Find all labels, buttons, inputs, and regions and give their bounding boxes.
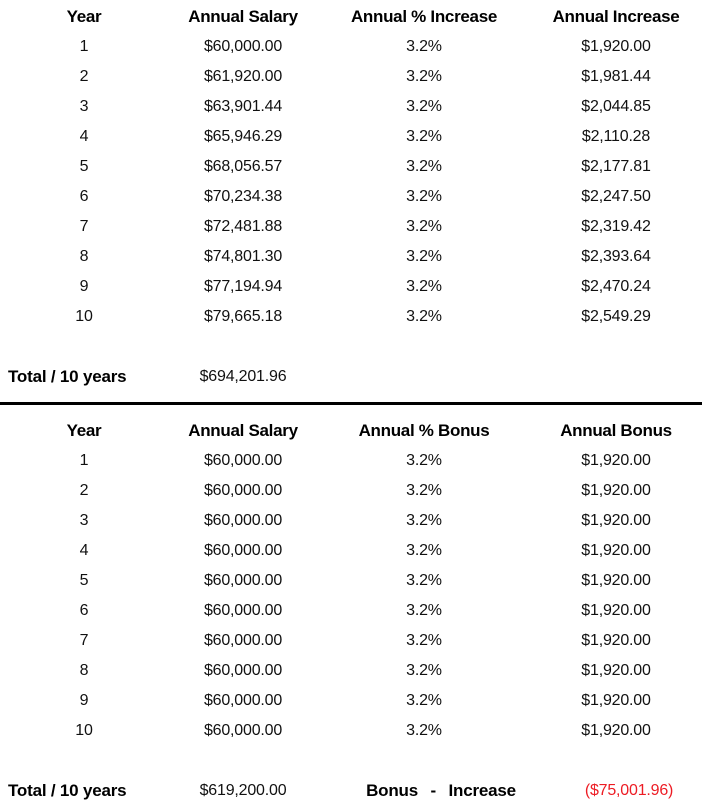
total-salary-value: $619,200.00 [199,782,287,799]
cell-year: 4 [79,128,89,145]
annual-increase-table [0,0,702,392]
cell-annual-percent: 3.2% [406,98,442,115]
spacer [0,746,702,776]
header-annual-increase: Annual Increase [552,7,680,26]
cell-annual-amount: $2,393.64 [581,248,651,265]
cell-year: 6 [79,188,89,205]
cell-annual-percent: 3.2% [406,722,442,739]
cell-annual-percent: 3.2% [406,308,442,325]
cell-annual-percent: 3.2% [406,662,442,679]
header-annual-salary: Annual Salary [188,421,298,440]
table-row [0,536,702,566]
cell-annual-salary: $60,000.00 [203,38,283,55]
cell-annual-amount: $1,920.00 [581,632,651,649]
cell-year: 6 [79,602,89,619]
cell-annual-salary: $60,000.00 [203,482,283,499]
cell-annual-amount: $1,981.44 [581,68,651,85]
table-row [0,122,702,152]
cell-annual-amount: $2,247.50 [581,188,651,205]
table-row [0,92,702,122]
table-row [0,32,702,62]
cell-annual-salary: $60,000.00 [203,602,283,619]
cell-annual-percent: 3.2% [406,278,442,295]
cell-annual-percent: 3.2% [406,632,442,649]
cell-annual-amount: $2,177.81 [581,158,651,175]
header-annual-percent-bonus: Annual % Bonus [358,421,490,440]
cell-annual-percent: 3.2% [406,38,442,55]
table-row [0,242,702,272]
cell-annual-salary: $72,481.88 [203,218,283,235]
cell-annual-amount: $2,319.42 [581,218,651,235]
annual-bonus-total-row [0,776,702,806]
cell-annual-salary: $63,901.44 [203,98,283,115]
table-row [0,686,702,716]
cell-annual-amount: $1,920.00 [581,572,651,589]
annual-bonus-rows [0,446,702,746]
cell-year: 3 [79,512,89,529]
annual-bonus-header-row [0,416,702,446]
cell-year: 1 [79,38,89,55]
header-annual-salary: Annual Salary [188,7,298,26]
table-row [0,62,702,92]
bonus-minus-increase-value: ($75,001.96) [584,782,674,799]
cell-annual-percent: 3.2% [406,158,442,175]
cell-year: 10 [75,722,93,739]
cell-annual-salary: $60,000.00 [203,722,283,739]
table-row [0,656,702,686]
header-year: Year [66,7,102,26]
total-salary-value: $694,201.96 [199,368,287,385]
bonus-minus-increase-label: Bonus - Increase [366,781,516,800]
cell-year: 2 [79,482,89,499]
annual-increase-rows [0,32,702,332]
cell-year: 8 [79,662,89,679]
cell-annual-salary: $70,234.38 [203,188,283,205]
header-annual-percent-increase: Annual % Increase [350,7,498,26]
cell-annual-amount: $1,920.00 [581,512,651,529]
cell-year: 8 [79,248,89,265]
cell-annual-amount: $1,920.00 [581,722,651,739]
annual-increase-header-row [0,2,702,32]
cell-annual-amount: $2,044.85 [581,98,651,115]
cell-annual-amount: $1,920.00 [581,692,651,709]
cell-annual-salary: $60,000.00 [203,692,283,709]
table-row [0,302,702,332]
cell-year: 10 [75,308,93,325]
cell-annual-salary: $74,801.30 [203,248,283,265]
cell-annual-percent: 3.2% [406,188,442,205]
cell-year: 7 [79,218,89,235]
cell-annual-amount: $1,920.00 [581,662,651,679]
cell-annual-amount: $1,920.00 [581,482,651,499]
section-divider [0,402,702,405]
table-row [0,626,702,656]
cell-annual-percent: 3.2% [406,452,442,469]
table-row [0,446,702,476]
cell-annual-salary: $61,920.00 [203,68,283,85]
table-row [0,212,702,242]
cell-year: 2 [79,68,89,85]
header-annual-bonus: Annual Bonus [560,421,672,440]
table-row [0,476,702,506]
table-row [0,716,702,746]
cell-annual-salary: $60,000.00 [203,512,283,529]
cell-year: 5 [79,572,89,589]
cell-annual-amount: $1,920.00 [581,542,651,559]
cell-annual-percent: 3.2% [406,542,442,559]
cell-annual-salary: $79,665.18 [203,308,283,325]
table-row [0,182,702,212]
cell-annual-percent: 3.2% [406,248,442,265]
cell-annual-percent: 3.2% [406,692,442,709]
table-row [0,596,702,626]
cell-year: 1 [79,452,89,469]
cell-annual-percent: 3.2% [406,602,442,619]
cell-year: 4 [79,542,89,559]
spacer [0,332,702,362]
cell-annual-amount: $1,920.00 [581,602,651,619]
annual-increase-total-row [0,362,702,392]
cell-annual-salary: $60,000.00 [203,632,283,649]
cell-annual-salary: $60,000.00 [203,542,283,559]
cell-annual-percent: 3.2% [406,68,442,85]
header-year: Year [66,421,102,440]
cell-annual-salary: $68,056.57 [203,158,283,175]
cell-annual-percent: 3.2% [406,572,442,589]
total-label: Total / 10 years [8,367,127,386]
cell-year: 9 [79,692,89,709]
cell-annual-salary: $60,000.00 [203,572,283,589]
cell-annual-salary: $60,000.00 [203,452,283,469]
table-row [0,272,702,302]
cell-annual-amount: $1,920.00 [581,452,651,469]
total-label: Total / 10 years [8,781,127,800]
cell-year: 3 [79,98,89,115]
cell-annual-amount: $2,549.29 [581,308,651,325]
annual-bonus-table [0,414,702,806]
cell-annual-percent: 3.2% [406,482,442,499]
cell-year: 9 [79,278,89,295]
cell-annual-percent: 3.2% [406,128,442,145]
cell-year: 7 [79,632,89,649]
cell-annual-amount: $2,110.28 [581,128,651,145]
cell-year: 5 [79,158,89,175]
table-row [0,566,702,596]
cell-annual-salary: $65,946.29 [203,128,283,145]
cell-annual-salary: $60,000.00 [203,662,283,679]
table-row [0,152,702,182]
cell-annual-amount: $2,470.24 [581,278,651,295]
cell-annual-salary: $77,194.94 [203,278,283,295]
cell-annual-amount: $1,920.00 [581,38,651,55]
table-row [0,506,702,536]
cell-annual-percent: 3.2% [406,512,442,529]
cell-annual-percent: 3.2% [406,218,442,235]
